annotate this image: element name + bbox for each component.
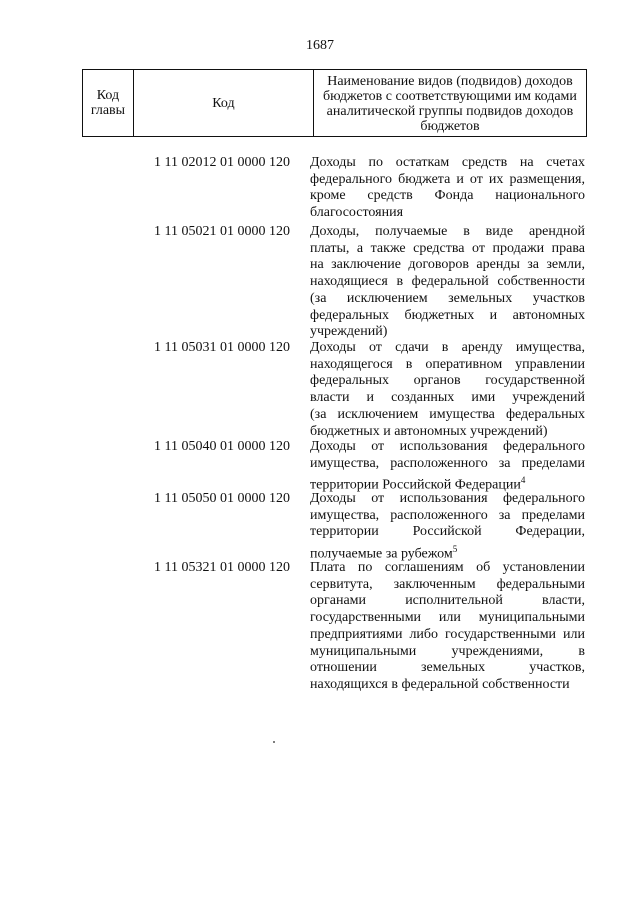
description-line: органами исполнительной власти, (310, 593, 585, 609)
description-line: Доходы, получаемые в виде арендной (310, 224, 585, 239)
header-name-line2: бюджетов с соответствующими им кодами (323, 89, 577, 104)
description-line: территории Российской Федерации, (310, 524, 585, 540)
scan-speck (273, 741, 275, 743)
description-line: платы, а также средства от продажи права (310, 240, 585, 256)
header-chapter-code-line1: Код (96, 88, 120, 103)
revenue-description (310, 560, 585, 694)
revenue-description (310, 340, 585, 440)
description-line: Доходы от сдачи в аренду имущества, (310, 340, 585, 355)
description-line: (за исключением имущества федеральных (310, 406, 585, 422)
description-line: Доходы от использования федерального (310, 491, 585, 506)
revenue-code: 1 11 05031 01 0000 120 (154, 340, 290, 355)
description-line: находящиеся в федеральной собственности (310, 274, 585, 290)
footnote-marker: 5 (452, 544, 458, 555)
table-header (82, 69, 587, 137)
description-line: сервитута, заключенным федеральными (310, 576, 585, 592)
description-line: находящихся в федеральной собственности (310, 676, 570, 692)
description-line: федеральных бюджетных и автономных (310, 307, 585, 323)
header-chapter-code (83, 70, 134, 137)
footnote-marker: 4 (520, 475, 526, 486)
description-line: на заключение договоров аренды за земли, (310, 257, 585, 273)
header-name-line1: Наименование видов (подвидов) доходов (327, 74, 573, 89)
description-line: Доходы по остаткам средств на счетах (310, 155, 585, 170)
description-line: находящегося в оперативном управлении (310, 356, 585, 372)
header-name-line3: аналитической группы подвидов доходов (326, 104, 574, 119)
description-line: предприятиями либо государственными или (310, 626, 585, 642)
header-name-line4: бюджетов (420, 119, 480, 134)
description-line: федеральных органов государственной (310, 373, 585, 389)
revenue-code: 1 11 05021 01 0000 120 (154, 224, 290, 239)
header-chapter-code-line2: главы (90, 103, 126, 118)
description-text: получаемые за рубежом (310, 546, 453, 562)
revenue-code: 1 11 02012 01 0000 120 (154, 155, 290, 170)
description-text: территории Российской Федерации (310, 478, 521, 494)
header-code: Код (133, 70, 313, 137)
description-line: Доходы от использования федерального (310, 439, 585, 454)
description-line: власти и созданных ими учреждений (310, 390, 585, 406)
description-line: кроме средств Фонда национального (310, 188, 585, 204)
description-line: муниципальными учреждениями, в (310, 643, 585, 659)
description-line: имущества, расположенного за пределами (310, 507, 585, 523)
revenue-code: 1 11 05321 01 0000 120 (154, 560, 290, 575)
revenue-description (310, 155, 585, 222)
description-line: бюджетных и автономных учреждений) (310, 423, 548, 439)
revenue-code: 1 11 05040 01 0000 120 (154, 439, 290, 454)
description-line: учреждений) (310, 324, 388, 340)
page-number: 1687 (306, 38, 334, 53)
description-line: (за исключением земельных участков (310, 290, 585, 306)
revenue-description (310, 224, 585, 341)
description-line: государственными или муниципальными (310, 610, 585, 626)
description-line: федерального бюджета и от их размещения, (310, 171, 585, 187)
description-line: Плата по соглашениям об установлении (310, 560, 585, 575)
description-line: отношении земельных участков, (310, 660, 585, 676)
revenue-description (310, 491, 585, 563)
revenue-code: 1 11 05050 01 0000 120 (154, 491, 290, 506)
revenue-description (310, 439, 585, 495)
description-line: благосостояния (310, 205, 404, 221)
description-line: имущества, расположенного за пределами (310, 455, 585, 471)
header-name (313, 70, 586, 137)
